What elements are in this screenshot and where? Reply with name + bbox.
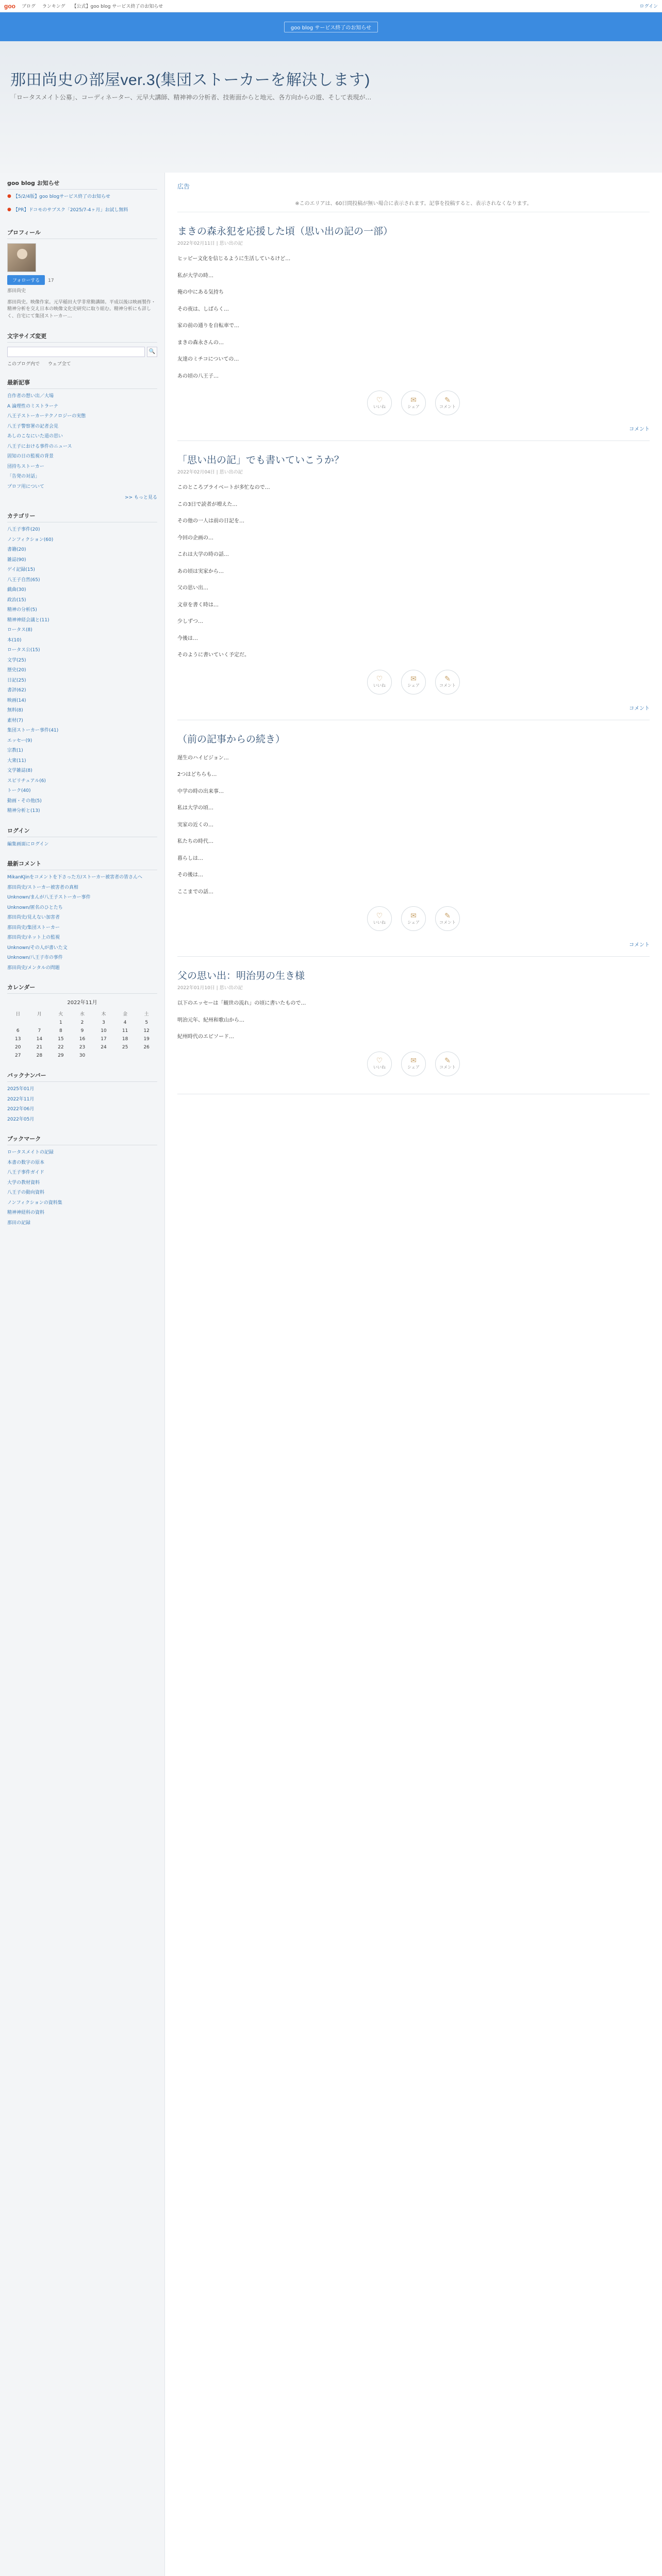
share-label: シェア	[407, 683, 420, 688]
calendar-day[interactable]: 2	[80, 1020, 84, 1026]
login-link[interactable]: ログイン	[639, 4, 658, 9]
calendar-day[interactable]: 9	[80, 1028, 84, 1034]
archive-item[interactable]: 2022年11月	[7, 1096, 35, 1102]
post-comment-link[interactable]: コメント	[629, 427, 650, 432]
search-icon[interactable]: 🔍	[147, 347, 157, 357]
calendar-day[interactable]: 16	[79, 1037, 86, 1042]
post-paragraph: 家の前の通りを自転車で…	[177, 323, 239, 329]
calendar-day[interactable]: 29	[58, 1053, 64, 1059]
calendar-day[interactable]: 13	[15, 1037, 21, 1042]
calendar-day[interactable]: 11	[122, 1028, 128, 1034]
topbar	[0, 0, 662, 12]
calendar-day[interactable]: 12	[143, 1028, 150, 1034]
category-item[interactable]: スピリチュアル(6)	[7, 778, 46, 784]
share-label: コメント	[439, 683, 456, 688]
goo-logo[interactable]: goo	[4, 2, 15, 10]
calendar-day[interactable]: 23	[79, 1045, 86, 1050]
comment-item[interactable]: 那田尚史/ストーカー被害者の真相	[7, 885, 78, 890]
share-icon: ✉	[410, 675, 417, 683]
recent-item[interactable]: 固知の日の監視の背景	[7, 454, 54, 460]
recent-heading: 最新記事	[7, 378, 157, 389]
category-item[interactable]: 集団ストーカー事件(41)	[7, 728, 59, 734]
category-item[interactable]: ノンフィクション(60)	[7, 537, 54, 543]
recent-item[interactable]: 八王子ストーカーテクノロジーの実態	[7, 414, 86, 419]
profile-name: 那田尚史	[7, 289, 26, 294]
post-date: 2022年02月04日 | 思い出の記	[177, 470, 243, 475]
category-item[interactable]: 八王子事件(20)	[7, 527, 40, 533]
post-paragraph: その他の一人は前の日記を…	[177, 518, 244, 524]
bookmark-box	[7, 1134, 157, 1227]
calendar-day[interactable]: 20	[15, 1045, 21, 1050]
bookmark-heading: ブックマーク	[7, 1134, 157, 1145]
calendar-weekday: 水	[79, 1012, 85, 1018]
category-item[interactable]: 素材(7)	[7, 718, 23, 723]
calendar-day[interactable]: 3	[102, 1020, 105, 1026]
calendar-day[interactable]: 30	[79, 1053, 86, 1059]
share-icon: ✎	[444, 1057, 451, 1065]
share-button[interactable]	[435, 670, 460, 694]
share-label: いいね	[373, 1065, 386, 1070]
category-item[interactable]: 文学(25)	[7, 657, 26, 663]
share-icon: ✉	[410, 911, 417, 920]
share-buttons	[177, 1052, 650, 1076]
share-button[interactable]	[367, 391, 392, 415]
share-label: シェア	[407, 1065, 420, 1070]
follow-count: 17	[48, 278, 54, 283]
share-button[interactable]	[435, 906, 460, 931]
category-item[interactable]: 戯曲(30)	[7, 587, 26, 593]
post-paragraph: これは大学の時の話…	[177, 552, 229, 557]
share-label: シェア	[407, 404, 420, 409]
category-item[interactable]: 大衆(11)	[7, 758, 26, 764]
calendar-day[interactable]: 22	[58, 1045, 64, 1050]
calendar-day[interactable]: 10	[101, 1028, 107, 1034]
search-row	[7, 347, 157, 357]
recent-item[interactable]: 自作者の想い出／大場	[7, 394, 54, 399]
category-item[interactable]: 書籍(20)	[7, 547, 26, 553]
category-item[interactable]: 日記(25)	[7, 677, 26, 683]
calendar-weekday: 土	[144, 1012, 149, 1018]
category-item[interactable]: エッセー(9)	[7, 738, 32, 743]
share-button[interactable]	[367, 670, 392, 694]
bookmark-item[interactable]: 那田の記録	[7, 1220, 31, 1226]
comment-item[interactable]: Unknown/八王子市の事件	[7, 955, 63, 961]
post-paragraph: 父の思い出…	[177, 585, 208, 591]
post-title[interactable]: 父の思い出：明治男の生き様	[177, 971, 305, 981]
share-icon: ♡	[376, 1057, 383, 1065]
ad-note: ※このエリアは、60日間投稿が無い場合に表示されます。記事を投稿すると、表示されなくなります。	[177, 194, 650, 212]
post-date: 2022年02月11日 | 思い出の記	[177, 241, 243, 246]
calendar-day[interactable]: 17	[101, 1037, 107, 1042]
post-paragraph: 明治元年、紀州和歌山から…	[177, 1017, 244, 1023]
bookmark-item[interactable]: 大学の教材資料	[7, 1180, 40, 1185]
category-item[interactable]: 宗教(1)	[7, 748, 23, 754]
profile-text: 那田尚史。映像作家。元早稲田大学非常勤講師。平成以後は映画製作・精神分析を交え日本の映像文化史研究に取り組む。精神分析にも詳しく、自宅にて集団ストーカー…	[7, 299, 156, 319]
bookmark-item[interactable]: 本書の数字の原本	[7, 1160, 45, 1165]
comments-box	[7, 859, 157, 972]
comment-item[interactable]: 那田尚史/集団ストーカー	[7, 925, 60, 930]
post-paragraph: その後は…	[177, 872, 203, 878]
category-box	[7, 512, 157, 815]
archive-list	[7, 1086, 157, 1123]
follow-button[interactable]: フォローする	[7, 275, 45, 285]
post-title[interactable]: 「思い出の記」でも書いていこうか？	[177, 455, 344, 466]
calendar-day[interactable]: 24	[101, 1045, 107, 1050]
recent-item[interactable]: 「告発の対話」	[7, 474, 40, 480]
category-item[interactable]: 八王子自然(65)	[7, 577, 40, 583]
post-paragraph: 中学の時の出来事…	[177, 788, 224, 794]
post-title[interactable]: （前の記事からの続き）	[177, 734, 286, 745]
post-paragraph: あの頃は実家から…	[177, 568, 224, 574]
calendar-day[interactable]	[114, 1052, 136, 1060]
category-item[interactable]: 歴史(20)	[7, 668, 26, 673]
category-item[interactable]: 文学雑誌(8)	[7, 768, 32, 774]
blog-post	[177, 441, 650, 720]
post-paragraph: 2つはどちらも…	[177, 772, 217, 777]
calendar-weekday: 火	[58, 1012, 63, 1018]
post-paragraph: このところブライベートが多忙なので…	[177, 485, 270, 490]
post-body	[177, 754, 650, 897]
calendar-weekday: 金	[123, 1012, 128, 1018]
post-date: 2022年01月10日 | 思い出の記	[177, 986, 243, 991]
recent-item[interactable]: 八王子警察署の記者会見	[7, 423, 59, 429]
search-options	[7, 360, 157, 367]
sidebar	[0, 173, 165, 2576]
calendar-day[interactable]: 4	[123, 1020, 127, 1026]
share-label: コメント	[439, 1065, 456, 1070]
calendar-day[interactable]: 7	[38, 1028, 41, 1034]
calendar-table	[7, 1009, 157, 1060]
calendar-day[interactable]: 5	[145, 1020, 148, 1026]
share-buttons	[177, 906, 650, 931]
recent-item[interactable]: A 論理性のミストラーナ	[7, 403, 59, 409]
login-link[interactable]: 編集画面にログイン	[7, 841, 49, 847]
share-label: コメント	[439, 404, 456, 409]
login-heading: ログイン	[7, 826, 157, 837]
bookmark-item[interactable]: 精神神経科の資料	[7, 1210, 45, 1216]
post-body	[177, 999, 650, 1042]
calendar-month: 2022年11月	[67, 1000, 97, 1006]
recent-item[interactable]: 団持ちストーカー	[7, 464, 44, 469]
comment-item[interactable]: Unknown/まんが八王子ストーカー事件	[7, 895, 91, 901]
search-box	[7, 332, 157, 367]
share-icon: ✉	[410, 1057, 417, 1065]
archive-item[interactable]: 2022年05月	[7, 1116, 35, 1122]
post-paragraph: 今回の企画の…	[177, 535, 213, 541]
login-box	[7, 826, 157, 849]
calendar-day[interactable]: 15	[58, 1037, 64, 1042]
post-paragraph: その夜は、しばらく…	[177, 306, 229, 312]
post-paragraph: 友達のミチコについての…	[177, 357, 239, 362]
calendar-day[interactable]: 25	[122, 1045, 128, 1050]
post-paragraph: 以下のエッセーは「観世の流れ」の頃に書いたもので…	[177, 1001, 306, 1006]
comment-item[interactable]: 那田尚史/ネット上の監視	[7, 935, 60, 941]
info-icon: ●	[7, 207, 11, 212]
calendar-box	[7, 983, 157, 1060]
share-label: シェア	[407, 920, 420, 925]
share-button[interactable]	[367, 1052, 392, 1076]
recent-box	[7, 378, 157, 500]
search-heading: 文字サイズ変更	[7, 332, 157, 343]
comments-heading: 最新コメント	[7, 859, 157, 870]
post-paragraph: ここまでの話…	[177, 889, 213, 895]
share-icon: ✎	[444, 675, 451, 683]
share-button[interactable]	[401, 391, 426, 415]
share-icon: ♡	[376, 396, 383, 404]
post-comment-link[interactable]: コメント	[629, 942, 650, 948]
share-icon: ♡	[376, 911, 383, 920]
post-paragraph: まきの森永さんの…	[177, 340, 224, 346]
calendar-day[interactable]	[93, 1052, 114, 1060]
share-button[interactable]	[401, 1052, 426, 1076]
share-button[interactable]	[401, 906, 426, 931]
category-item[interactable]: 政治(15)	[7, 597, 26, 603]
calendar-day[interactable]: 14	[36, 1037, 43, 1042]
top-nav	[22, 3, 168, 9]
category-item[interactable]: 無料(8)	[7, 708, 23, 714]
calendar-weekday: 月	[37, 1012, 42, 1018]
profile-heading: プロフィール	[7, 228, 157, 239]
category-item[interactable]: 書評(62)	[7, 688, 26, 693]
archive-item[interactable]: 2025年01月	[7, 1087, 35, 1092]
calendar-weekday: 日	[15, 1012, 21, 1018]
comment-item[interactable]: 那田尚史/メンタルの問題	[7, 965, 60, 971]
share-icon: ♡	[376, 675, 383, 683]
bookmark-item[interactable]: 八王子の動向資料	[7, 1190, 45, 1196]
calendar-day[interactable]: 19	[143, 1037, 150, 1042]
blog-post	[177, 720, 650, 957]
top-nav-item[interactable]: ブログ	[22, 4, 36, 9]
calendar-day[interactable]: 1	[59, 1020, 62, 1026]
info-item[interactable]	[7, 194, 157, 204]
calendar-heading: カレンダー	[7, 983, 157, 994]
top-nav-item[interactable]: 【公式】goo blog サービス終了のお知らせ	[72, 4, 163, 9]
archive-item[interactable]: 2022年06月	[7, 1107, 35, 1112]
search-option-blog[interactable]: このブログ内で	[7, 362, 40, 367]
comment-item[interactable]: Unknown/その人が書いた文	[7, 945, 68, 951]
post-list	[177, 212, 650, 1094]
archive-heading: バックナンバー	[7, 1071, 157, 1082]
category-item[interactable]: 本(10)	[7, 637, 22, 643]
share-icon: ✎	[444, 396, 451, 404]
main-content	[165, 173, 662, 2576]
calendar-day[interactable]: 8	[59, 1028, 62, 1034]
category-list	[7, 527, 157, 815]
bookmark-list	[7, 1149, 157, 1227]
share-icon: ✎	[444, 911, 451, 920]
post-paragraph: 私たちの時代…	[177, 839, 213, 844]
bookmark-item[interactable]: ノンフィクションの資料集	[7, 1200, 62, 1206]
category-item[interactable]: 精神神経会議と(11)	[7, 617, 49, 623]
info-box	[7, 179, 157, 217]
calendar-day[interactable]: 6	[16, 1028, 20, 1034]
calendar-day[interactable]	[29, 1019, 51, 1027]
share-buttons	[177, 670, 650, 694]
recent-list	[7, 393, 157, 490]
share-button[interactable]	[435, 1052, 460, 1076]
post-paragraph: 遅生のハイビジョン…	[177, 755, 229, 761]
share-icon: ✉	[410, 396, 417, 404]
post-paragraph: 実家の近くの…	[177, 822, 213, 828]
post-title[interactable]: まきの森永犯を応援した頃（思い出の記の一部）	[177, 226, 393, 237]
recent-item[interactable]: あしのこなにいた道の思い	[7, 434, 63, 439]
top-nav-item[interactable]: ランキング	[42, 4, 65, 9]
category-heading: カテゴリー	[7, 512, 157, 522]
archive-box	[7, 1071, 157, 1123]
comment-item[interactable]: MikanKJinをコメントを下さった方/ストーカー被害者の皆さんへ	[7, 875, 142, 880]
recent-item[interactable]: プロフ用について	[7, 484, 44, 489]
calendar-day[interactable]	[7, 1019, 29, 1027]
comment-item[interactable]: 那田尚史/見えない加害者	[7, 915, 60, 921]
post-paragraph: 少しずつ…	[177, 619, 203, 624]
category-item[interactable]: 動画・その他(5)	[7, 798, 42, 804]
category-item[interactable]: ロータス(8)	[7, 628, 32, 633]
calendar-weekday: 木	[101, 1012, 106, 1018]
calendar-day[interactable]	[136, 1052, 157, 1060]
share-label: コメント	[439, 920, 456, 925]
share-label: いいね	[373, 683, 386, 688]
comment-list	[7, 874, 157, 972]
more-link[interactable]: >> もっと見る	[125, 495, 157, 501]
share-button[interactable]	[367, 906, 392, 931]
post-paragraph: あの頃の八王子…	[177, 373, 219, 379]
bookmark-item[interactable]: ロータスメイトの記録	[7, 1150, 54, 1156]
blog-post	[177, 957, 650, 1094]
post-paragraph: そのように書いていく予定だ。	[177, 652, 250, 658]
post-body	[177, 255, 650, 381]
category-item[interactable]: 精神分析と(13)	[7, 808, 40, 814]
calendar-day[interactable]: 27	[15, 1053, 21, 1059]
post-paragraph: 文章を書く時は…	[177, 602, 219, 608]
share-label: いいね	[373, 404, 386, 409]
blog-description: 「ロータスメイト公募」、コーディネーター、元早大講師、精神神の分析者、技術面からと地元、各方向からの遊、そして表現が…	[10, 94, 372, 101]
post-body	[177, 483, 650, 660]
share-button[interactable]	[401, 670, 426, 694]
category-item[interactable]: トーク(40)	[7, 788, 31, 794]
info-text[interactable]: 【PR】ドコモのサブスク「2025/7-4ヶ月」お試し無料	[13, 207, 128, 213]
calendar-day[interactable]: 26	[143, 1045, 150, 1050]
share-buttons	[177, 391, 650, 415]
post-comment-link[interactable]: コメント	[629, 705, 650, 711]
info-text[interactable]: 【5/2/4版】goo blogサービス終了のお知らせ	[13, 194, 110, 199]
post-paragraph: 今後は…	[177, 635, 198, 641]
category-item[interactable]: 映画(14)	[7, 698, 26, 703]
calendar-day[interactable]: 28	[36, 1053, 43, 1059]
post-paragraph: 私が大学の時…	[177, 273, 213, 279]
post-paragraph: 暮らしは…	[177, 855, 203, 861]
post-paragraph: ヒッピー文化を信じるように生活しているけど…	[177, 256, 291, 262]
profile-box	[7, 228, 157, 320]
calendar-day[interactable]: 21	[36, 1045, 43, 1050]
blog-title[interactable]: 那田尚史の部屋ver.3(集団ストーカーを解決します)	[10, 72, 370, 89]
post-paragraph: 紀州時代のエピソード…	[177, 1034, 234, 1040]
search-input[interactable]	[7, 347, 145, 357]
post-paragraph: 私は大学の頃…	[177, 805, 213, 811]
ad-label: 広告	[177, 183, 190, 190]
recent-item[interactable]: 八王子における事件のニュース	[7, 444, 72, 449]
post-paragraph: 俺の中にある気持ち	[177, 290, 224, 295]
bookmark-item[interactable]: 八王子事件ガイド	[7, 1170, 44, 1176]
category-item[interactable]: ロータス公(15)	[7, 648, 40, 653]
notice-pill[interactable]: goo blog サービス終了のお知らせ	[284, 22, 378, 32]
info-item[interactable]	[7, 207, 157, 217]
category-item[interactable]: 雑誌(90)	[7, 557, 26, 563]
category-item[interactable]: ゲイ記録(15)	[7, 567, 35, 573]
blog-header	[0, 41, 662, 173]
share-button[interactable]	[435, 391, 460, 415]
category-item[interactable]: 精神の分析(5)	[7, 607, 37, 613]
share-label: いいね	[373, 920, 386, 925]
notice-banner	[0, 12, 662, 41]
blog-post	[177, 212, 650, 441]
post-paragraph: この3日で読者が増えた…	[177, 501, 238, 507]
comment-item[interactable]: Unknown/匿名のひとたち	[7, 905, 63, 910]
avatar[interactable]	[7, 243, 36, 272]
info-heading: goo blog お知らせ	[7, 179, 157, 190]
info-icon: ●	[7, 194, 11, 199]
search-option-web[interactable]: ウェブ全て	[48, 362, 71, 367]
calendar-day[interactable]: 18	[122, 1037, 128, 1042]
